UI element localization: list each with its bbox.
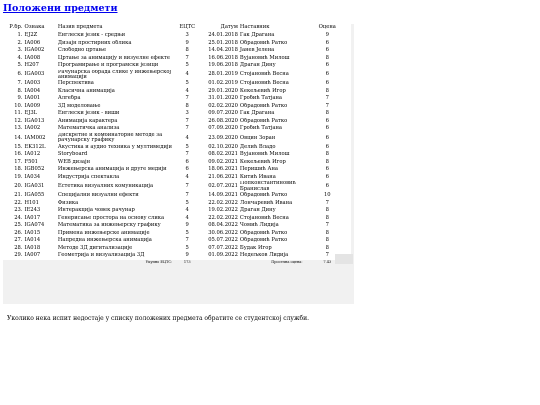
row-number: 5.	[3, 62, 23, 70]
row-ects: 6	[173, 166, 201, 174]
row-date: 25.01.2018	[201, 40, 239, 48]
row-grade: 6	[304, 166, 351, 174]
row-number: 20.	[3, 181, 23, 192]
row-ects: 7	[173, 118, 201, 126]
row-code: IA012	[23, 151, 56, 159]
row-teacher: Вујановић Милош	[239, 55, 304, 63]
row-ects: 4	[173, 133, 201, 144]
row-code: IAM002	[23, 133, 56, 144]
row-date: 02.10.2020	[201, 144, 239, 152]
row-teacher: Кекељевић Игор	[239, 159, 304, 167]
table-row	[3, 151, 351, 159]
row-code: IGA003	[23, 70, 56, 81]
total-ects-label: Укупно ЕЦТС:	[57, 260, 173, 266]
col-header-teacher: Наставник	[239, 24, 304, 32]
row-teacher: Гробић Татјана	[239, 95, 304, 103]
row-code: IA034	[23, 174, 56, 182]
row-ects: 4	[173, 207, 201, 215]
row-teacher: Недељков Лидија	[239, 252, 304, 260]
row-number: 21.	[3, 192, 23, 200]
row-grade: 6	[304, 70, 351, 81]
row-grade: 6	[304, 174, 351, 182]
row-number: 28.	[3, 245, 23, 253]
row-date: 01.09.2022	[201, 252, 239, 260]
row-date: 22.02.2022	[201, 215, 239, 223]
row-date: 26.08.2020	[201, 118, 239, 126]
row-date: 14.04.2018	[201, 47, 239, 55]
table-footer-row	[3, 260, 351, 266]
row-subject: Напредна инжењерска анимација	[57, 237, 173, 245]
row-number: 15.	[3, 144, 23, 152]
row-date: 07.07.2022	[201, 245, 239, 253]
table-row	[3, 174, 351, 182]
row-grade: 7	[304, 252, 351, 260]
table-row	[3, 230, 351, 238]
row-date: 09.02.2021	[201, 159, 239, 167]
table-row	[3, 222, 351, 230]
table-body	[3, 32, 351, 266]
row-ects: 7	[173, 125, 201, 133]
row-teacher: Попконстантиновић Бранислав	[239, 181, 304, 192]
row-number: 3.	[3, 47, 23, 55]
col-header-ects: ЕЦТС	[173, 24, 201, 32]
row-teacher: Гак Драгана	[239, 110, 304, 118]
row-code: IGA002	[23, 47, 56, 55]
row-ects: 9	[173, 222, 201, 230]
table-row	[3, 40, 351, 48]
row-subject: Методе 3Д дигитализације	[57, 245, 173, 253]
row-code: ЕЈ3L	[23, 110, 56, 118]
row-grade: 7	[304, 200, 351, 208]
row-date: 29.01.2020	[201, 88, 239, 96]
row-code: IA009	[23, 103, 56, 111]
row-grade: 8	[304, 230, 351, 238]
row-code: IA015	[23, 230, 56, 238]
row-number: 25.	[3, 222, 23, 230]
row-code: IGA055	[23, 192, 56, 200]
row-number: 11.	[3, 110, 23, 118]
table-row	[3, 245, 351, 253]
row-subject: Геометрија и визуализација 3Д	[57, 252, 173, 260]
table-scrollbar-thumb[interactable]	[335, 254, 353, 264]
row-ects: 4	[173, 70, 201, 81]
footer-empty-1	[3, 260, 23, 266]
row-subject: Интеракција човек рачунар	[57, 207, 173, 215]
row-number: 27.	[3, 237, 23, 245]
row-code: H101	[23, 200, 56, 208]
row-grade: 8	[304, 151, 351, 159]
row-number: 8.	[3, 88, 23, 96]
row-subject: Генерисање простора на основу слика	[57, 215, 173, 223]
table-row	[3, 133, 351, 144]
row-grade: 8	[304, 207, 351, 215]
row-code: IGA013	[23, 118, 56, 126]
table-row	[3, 95, 351, 103]
row-ects: 3	[173, 32, 201, 40]
row-grade: 6	[304, 144, 351, 152]
row-subject: Слободно цртање	[57, 47, 173, 55]
row-subject: 3Д моделовање	[57, 103, 173, 111]
row-ects: 8	[173, 47, 201, 55]
row-number: 4.	[3, 55, 23, 63]
row-grade: 8	[304, 110, 351, 118]
row-subject: Инжењерска анимација и друге медији	[57, 166, 173, 174]
row-date: 18.06.2021	[201, 166, 239, 174]
table-row	[3, 252, 351, 260]
table-row	[3, 88, 351, 96]
row-grade: 6	[304, 133, 351, 144]
row-ects: 5	[173, 62, 201, 70]
row-grade: 8	[304, 159, 351, 167]
row-teacher: Стојановић Весна	[239, 215, 304, 223]
row-code: IA018	[23, 245, 56, 253]
row-subject: Дизајн простирних облика	[57, 40, 173, 48]
row-subject: Storyboard	[57, 151, 173, 159]
table-row	[3, 237, 351, 245]
table-row	[3, 125, 351, 133]
row-subject: Алгебра	[57, 95, 173, 103]
row-teacher: Обрадовић Ратко	[239, 103, 304, 111]
row-grade: 9	[304, 32, 351, 40]
row-ects: 3	[173, 110, 201, 118]
row-grade: 10	[304, 192, 351, 200]
row-teacher: Делић Владо	[239, 144, 304, 152]
row-ects: 5	[173, 200, 201, 208]
row-teacher: Обрадовић Ратко	[239, 40, 304, 48]
row-teacher: Драган Дину	[239, 62, 304, 70]
row-ects: 7	[173, 192, 201, 200]
row-code: IA008	[23, 55, 56, 63]
table-row	[3, 207, 351, 215]
row-teacher: Стојановић Весна	[239, 80, 304, 88]
row-number: 13.	[3, 125, 23, 133]
row-date: 02.07.2021	[201, 181, 239, 192]
row-subject: Дискретне и комбинаторне методе за рачунарску графику	[57, 133, 173, 144]
row-ects: 6	[173, 159, 201, 167]
col-header-grade: Оцена	[304, 24, 351, 32]
row-code: IA004	[23, 88, 56, 96]
average-grade-label: Просечна оцена:	[239, 260, 304, 266]
row-grade: 8	[304, 237, 351, 245]
table-row	[3, 47, 351, 55]
row-subject: Енглески језик - средњи	[57, 32, 173, 40]
col-header-number: Р.бр.	[3, 24, 23, 32]
row-grade: 6	[304, 47, 351, 55]
col-header-code: Ознака	[23, 24, 56, 32]
row-subject: Математичка анализа	[57, 125, 173, 133]
row-teacher: Обрадовић Ратко	[239, 192, 304, 200]
row-grade: 6	[304, 181, 351, 192]
passed-exams-table	[3, 24, 351, 266]
row-ects: 4	[173, 215, 201, 223]
row-ects: 7	[173, 95, 201, 103]
row-number: 22.	[3, 200, 23, 208]
row-teacher: Јанев Јелена	[239, 47, 304, 55]
row-code: IA017	[23, 215, 56, 223]
row-number: 19.	[3, 174, 23, 182]
row-ects: 7	[173, 151, 201, 159]
row-code: IGB052	[23, 166, 56, 174]
row-ects: 8	[173, 103, 201, 111]
row-date: 05.07.2022	[201, 237, 239, 245]
row-teacher: Чомић Лидија	[239, 222, 304, 230]
row-grade: 6	[304, 40, 351, 48]
table-row	[3, 181, 351, 192]
table-row	[3, 110, 351, 118]
row-date: 28.01.2019	[201, 70, 239, 81]
row-code: IGA074	[23, 222, 56, 230]
row-teacher: Кекељевић Игор	[239, 88, 304, 96]
row-subject: Физика	[57, 200, 173, 208]
row-subject: Примена инжењерске анимације	[57, 230, 173, 238]
row-number: 9.	[3, 95, 23, 103]
row-grade: 8	[304, 55, 351, 63]
row-teacher: Будак Игор	[239, 245, 304, 253]
row-teacher: Гробић Татјана	[239, 125, 304, 133]
row-code: EK312L	[23, 144, 56, 152]
table-header-row	[3, 24, 351, 32]
col-header-date: Датум	[201, 24, 239, 32]
row-ects: 9	[173, 252, 201, 260]
row-number: 16.	[3, 151, 23, 159]
row-code: ЕЈ2Z	[23, 32, 56, 40]
col-header-subject: Назив предмета	[57, 24, 173, 32]
footer-empty-2	[23, 260, 56, 266]
table-row	[3, 103, 351, 111]
row-teacher: Вујановић Милош	[239, 151, 304, 159]
row-ects: 5	[173, 245, 201, 253]
row-teacher: Китић Ивана	[239, 174, 304, 182]
row-date: 01.02.2019	[201, 80, 239, 88]
row-teacher: Овцин Зоран	[239, 133, 304, 144]
row-ects: 4	[173, 88, 201, 96]
row-ects: 4	[173, 174, 201, 182]
footer-empty-3	[201, 260, 239, 266]
row-grade: 7	[304, 95, 351, 103]
row-code: IA002	[23, 125, 56, 133]
row-grade: 8	[304, 88, 351, 96]
row-number: 26.	[3, 230, 23, 238]
row-code: IA001	[23, 95, 56, 103]
row-grade: 6	[304, 125, 351, 133]
table-row	[3, 159, 351, 167]
row-date: 23.09.2020	[201, 133, 239, 144]
row-subject: Индустрија спектакла	[57, 174, 173, 182]
row-subject: Математика за инжењерску графику	[57, 222, 173, 230]
row-number: 24.	[3, 215, 23, 223]
row-code: IA003	[23, 80, 56, 88]
row-code: F501	[23, 159, 56, 167]
row-number: 7.	[3, 80, 23, 88]
row-subject: Анимација карактера	[57, 118, 173, 126]
row-code: IA006	[23, 40, 56, 48]
table-row	[3, 144, 351, 152]
row-date: 22.02.2022	[201, 200, 239, 208]
row-subject: Перспектива	[57, 80, 173, 88]
row-teacher: Обрадовић Ратко	[239, 118, 304, 126]
passed-exams-table-container[interactable]	[3, 24, 354, 304]
row-date: 19.02.2022	[201, 207, 239, 215]
row-subject: Рачунарска обрада слике у инжењерској анимацији	[57, 70, 173, 81]
row-teacher: Обрадовић Ратко	[239, 237, 304, 245]
row-teacher: Перишић Ана	[239, 166, 304, 174]
row-number: 17.	[3, 159, 23, 167]
row-ects: 5	[173, 230, 201, 238]
row-code: IE243	[23, 207, 56, 215]
row-number: 12.	[3, 118, 23, 126]
missing-exam-note: Уколико нека испит недостаје у списку положених предмета обратите се студентској служби.	[7, 315, 309, 322]
row-grade: 6	[304, 80, 351, 88]
table-row	[3, 118, 351, 126]
average-grade-value: 7.43	[304, 260, 351, 266]
row-date: 02.02.2020	[201, 103, 239, 111]
table-row	[3, 55, 351, 63]
row-date: 21.06.2021	[201, 174, 239, 182]
row-number: 2.	[3, 40, 23, 48]
table-row	[3, 70, 351, 81]
row-subject: Акустика и аудио техника у мултимедији	[57, 143, 172, 150]
row-subject: Енглески језик - виши	[57, 110, 173, 118]
row-teacher: Драган Дину	[239, 207, 304, 215]
row-subject: Класична анимација	[57, 88, 173, 96]
table-row	[3, 215, 351, 223]
table-row	[3, 166, 351, 174]
row-number: 18.	[3, 166, 23, 174]
table-row	[3, 62, 351, 70]
row-ects: 7	[173, 55, 201, 63]
row-date: 19.06.2018	[201, 62, 239, 70]
row-date: 07.09.2020	[201, 125, 239, 133]
row-ects: 7	[173, 181, 201, 192]
table-row	[3, 192, 351, 200]
row-grade: 7	[304, 103, 351, 111]
row-date: 31.01.2020	[201, 95, 239, 103]
row-subject: Специјални визуални ефекти	[57, 192, 173, 200]
row-ects: 5	[173, 80, 201, 88]
table-row	[3, 200, 351, 208]
row-subject: WEB дизајн	[57, 159, 173, 167]
row-number: 14.	[3, 133, 23, 144]
row-number: 10.	[3, 103, 23, 111]
row-date: 09.07.2020	[201, 110, 239, 118]
row-grade: 8	[304, 215, 351, 223]
row-number: 1.	[3, 32, 23, 40]
row-date: 08.02.2021	[201, 151, 239, 159]
row-grade: 6	[304, 118, 351, 126]
row-code: H207	[23, 62, 56, 70]
row-grade: 8	[304, 245, 351, 253]
row-number: 6.	[3, 70, 23, 81]
row-code: IA014	[23, 237, 56, 245]
row-ects: 9	[173, 40, 201, 48]
table-row	[3, 32, 351, 40]
row-subject: Цртање за анимацију и визуелне ефекте	[57, 55, 173, 63]
row-ects: 5	[173, 144, 201, 152]
row-date: 30.06.2022	[201, 230, 239, 238]
row-teacher: Лончаревић Ивана	[239, 200, 304, 208]
row-code: IGA031	[23, 181, 56, 192]
row-teacher: Гак Драгана	[239, 32, 304, 40]
row-number: 23.	[3, 207, 23, 215]
table-row	[3, 80, 351, 88]
row-code: IA007	[23, 252, 56, 260]
row-teacher: Стојановић Весна	[239, 70, 304, 81]
row-date: 24.01.2018	[201, 32, 239, 40]
row-grade: 7	[304, 222, 351, 230]
row-teacher: Обрадовић Ратко	[239, 230, 304, 238]
row-subject: Естетика визуалних комуникација	[57, 181, 173, 192]
row-date: 16.06.2018	[201, 55, 239, 63]
total-ects-value: 173	[173, 260, 201, 266]
row-number: 29.	[3, 252, 23, 260]
row-subject: Програмирање и програмски језици	[57, 62, 173, 70]
page-title[interactable]: Положени предмети	[3, 3, 118, 14]
row-grade: 6	[304, 62, 351, 70]
row-ects: 7	[173, 237, 201, 245]
row-date: 08.04.2022	[201, 222, 239, 230]
row-date: 14.09.2021	[201, 192, 239, 200]
